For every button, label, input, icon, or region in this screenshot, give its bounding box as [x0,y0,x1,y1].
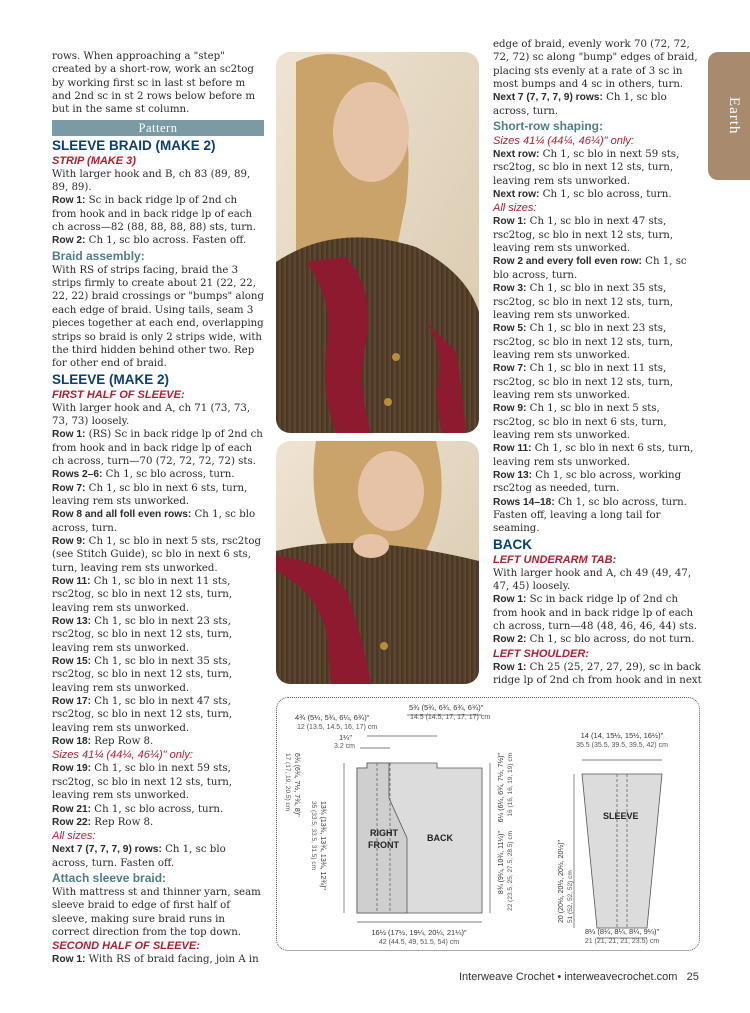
sleeve-rows [52,428,264,748]
row-text: Ch 1, sc blo in next 6 sts, turn, leaving rem sts unworked. [52,482,248,507]
col3-sizes-only: Sizes 41¼ (44¼, 46¼)" only: [493,135,634,148]
pattern-row [52,482,264,509]
label-sleeve: SLEEVE [603,811,639,821]
first-half-heading: FIRST HALF OF SLEEVE: [52,388,185,401]
dim-bottom-cm: 42 (44.5, 49, 51.5, 54) cm [378,939,460,946]
row-label: Row 15: [52,656,92,668]
row-text: Ch 1, sc blo in next 6 sts, turn, leaving rem sts unworked. [493,443,694,468]
section-tab [708,52,750,180]
row-21: Row 21: Ch 1, sc blo across, turn. [52,803,224,815]
pattern-row [493,215,703,255]
col3-next-row-2: Next row: Ch 1, sc blo across, turn. [493,189,672,201]
row-label: Row 11: [52,576,91,587]
row-label: Row 3: [493,283,527,295]
dim-right-2: 8¾ (9¼, 10¾, 11¼)" [498,831,505,895]
row-label: Row 9: [493,403,527,415]
row-text: Ch 1, sc blo in next 5 sts, rsc2tog, sc blo in next 6 sts, turn, leaving rem sts unworked. [493,403,667,441]
row-text: Ch 1, sc blo in next 47 sts, rsc2tog, sc blo in next 12 sts, turn, leaving rem sts unworked. [493,216,674,255]
photo-down-illustration [276,441,479,684]
row-1: Row 1: Sc in back ridge lp of 2nd ch from hook and in back ridge lp of each ch across—82 (88, 88, 88, 88) sts, turn. [52,195,256,234]
pattern-row [493,282,703,322]
dim-sleeve-len: 20 (20½, 20½, 20½, 20½)" [558,839,565,923]
row-label: Row 8 and all foll even rows: [52,509,192,521]
row-label: Row 1: [52,429,86,441]
back-row-1: Row 1: Sc in back ridge lp of 2nd ch from hook and in back ridge lp of each ch across, turn—48 (48, 46, 46, 44) sts. [493,594,697,633]
pattern-row [493,362,703,402]
row-label: Row 7: [52,482,86,494]
row-label: Rows 14–18: [493,496,555,508]
dim-bottom: 16½ (17½, 19¼, 20¼, 21¼)" [371,928,467,937]
row-text: Ch 1, sc blo across, working rsc2tog as needed, turn. [493,469,682,495]
second-half-row-1: Row 1: With RS of braid facing, join A in [52,954,259,966]
schematic-diagram [276,697,700,951]
dim-right-1-cm: 16 (16, 16, 19, 19) cm [507,753,514,817]
col3-all-sizes: All sizes: [493,202,537,215]
row-text: (RS) Sc in back ridge lp of 2nd ch from hook and in back ridge lp of each ch across, turn—70 (72, 72, 72, 72) sts. [52,429,263,467]
pattern-row [52,468,264,481]
row-label: Row 13: [493,469,533,481]
short-rows [493,215,703,535]
photo-profile-illustration [276,52,479,433]
col3-next-7-rows: Next 7 (7, 7, 7, 9) rows: Ch 1, sc blo across, turn. [493,92,667,117]
row-label: Row 17: [52,696,92,708]
page-number: 25 [686,971,699,983]
pattern-bar: Pattern [52,120,264,136]
row-text: Ch 1, sc blo in next 35 sts, rsc2tog, sc blo in next 12 sts, turn, leaving rem sts unworked. [52,656,233,694]
pattern-row [493,402,703,442]
pattern-row [52,615,264,655]
row-19: Row 19: Ch 1, sc blo in next 59 sts, rsc2tog, sc blo in next 12 sts, turn, leaving rem sts unworked. [52,763,233,802]
attach-braid-heading: Attach sleeve braid: [52,870,167,885]
pattern-row [52,535,264,575]
dim-left-2-cm: 35 (33.5, 33.5, 31.5) cm [310,801,317,871]
row-text: Ch 1, sc blo across, turn. [493,256,687,281]
row-label: Row 7: [493,363,527,375]
dim-top-mid: 5¾ (5¾, 6¾, 6¾, 6¾)" [409,703,484,712]
row-text: Ch 1, sc blo across, turn. [52,509,256,534]
right-column [493,38,703,687]
attach-braid-text: With mattress st and thinner yarn, seam sleeve braid to edge of first half of sleeve, making sure braid runs in correct direction from the top down. [52,886,261,938]
label-back: BACK [427,833,453,843]
next-7-rows: Next 7 (7, 7, 7, 9) rows: Ch 1, sc blo across, turn. Fasten off. [52,844,226,869]
dim-sleeve-top: 14 (14, 15½, 15½, 16½)" [580,731,664,740]
all-sizes-label: All sizes: [52,830,96,843]
left-shoulder-row-1: Row 1: Ch 25 (25, 27, 27, 29), sc in back ridge lp of 2nd ch from hook and in next [493,661,702,687]
intro-text: rows. When approaching a "step" created by a short-row, work an sc2tog by working first sc in last st before m and 2nd sc in st 2 rows below before m but in the same st column. [52,51,256,116]
row-22: Row 22: Rep Row 8. [52,816,154,828]
dim-left-1: 6¾ (6¾, 7½, 7¾, 8)" [293,753,300,817]
left-underarm-heading: LEFT UNDERARM TAB: [493,553,617,566]
row-text: Ch 1, sc blo in next 23 sts, rsc2tog, sc blo in next 12 sts, turn, leaving rem sts unworked. [52,616,233,654]
second-half-heading: SECOND HALF OF SLEEVE: [52,940,200,953]
label-right-front-2: FRONT [368,840,399,850]
dim-small: 1¼" [339,733,353,742]
strip-heading: STRIP (MAKE 3) [52,154,136,167]
row-label: Row 5: [493,323,527,335]
row-text: Ch 1, sc blo across, turn. [102,469,235,481]
first-half-text: With larger hook and A, ch 71 (73, 73, 73, 73) loosely. [52,402,251,427]
row-text: Rep Row 8. [91,736,154,748]
pattern-row [493,322,703,362]
pattern-row [52,508,264,535]
dim-sleeve-len-cm: 51 (52, 52, 52) cm [567,870,574,923]
row-label: Row 11: [493,443,532,455]
section-tab-label: Earth [726,97,742,135]
dim-sleeve-bottom-cm: 21 (21, 21, 21, 23.5) cm [584,938,660,945]
dim-right-1: 6¼ (6¼, 6¾, 7½, 7½)" [498,753,505,823]
back-row-2: Row 2: Ch 1, sc blo across, do not turn. [493,634,695,646]
pattern-row [493,496,703,536]
row-text: Ch 1, sc blo in next 23 sts, rsc2tog, sc blo in next 12 sts, turn, leaving rem sts unworked. [493,323,674,361]
pattern-row [52,695,264,735]
row-text: Ch 1, sc blo across, turn. Fasten off, leaving a long tail for seaming. [493,496,687,535]
sleeve-braid-heading: SLEEVE BRAID (MAKE 2) [52,137,216,153]
left-column [52,50,264,967]
pattern-row [52,575,264,615]
braid-assembly-text: With RS of strips facing, braid the 3 strips firmly to create about 21 (22, 22, 22, 22) braid crossings or "bumps" along each edge of braid. Using tails, seam 3 pieces together at each end, overlapping strips so braid is only 2 strips wide, with the third hidden behind other two. Rep for other end of braid. [52,264,264,370]
row-text: Ch 1, sc blo in next 11 sts, rsc2tog, sc blo in next 12 sts, turn, leaving rem sts unworked. [52,576,233,614]
row-text: Ch 1, sc blo in next 47 sts, rsc2tog, sc blo in next 12 sts, turn, leaving rem sts unworked. [52,696,233,734]
pattern-row [52,735,264,748]
col3-next-row: Next row: Ch 1, sc blo in next 59 sts, rsc2tog, sc blo in next 12 sts, turn, leaving rem sts unworked. [493,149,680,187]
dim-left-1-cm: 17 (17, 19, 20.5) cm [284,753,291,812]
pattern-row [493,469,703,496]
short-row-heading: Short-row shaping: [493,119,603,134]
sleeve-heading: SLEEVE (MAKE 2) [52,371,170,387]
dim-top-left-cm: 12 (13.5, 14.5, 16, 17) cm [297,724,378,731]
pattern-row [52,428,264,468]
row-label: Row 13: [52,616,92,628]
pattern-row [493,255,703,282]
row-text: Ch 1, sc blo in next 5 sts, rsc2tog (see Stitch Guide), sc blo in next 6 sts, turn, leaving rem sts unworked. [52,535,262,574]
dim-sleeve-bottom: 8¼ (8¼, 8¼, 8¼, 9¼)" [584,927,660,936]
row-label: Rows 2–6: [52,469,103,481]
row-label: Row 1: [493,216,527,228]
photo-woman-down [276,441,479,684]
dim-right-2-cm: 22 (23.5, 25, 27.5, 28.5) cm [507,831,514,911]
strip-text: With larger hook and B, ch 83 (89, 89, 89, 89). [52,168,251,194]
dim-top-left: 4¾ (5¼, 5¾, 6¼, 6¾)" [295,713,370,722]
photo-woman-profile [276,52,479,433]
row-text: Ch 1, sc blo in next 11 sts, rsc2tog, sc blo in next 12 sts, turn, leaving rem sts unworked. [493,363,674,401]
footer-text: Interweave Crochet • interweavecrochet.com [459,971,678,983]
pattern-row [52,655,264,695]
row-label: Row 2 and every foll even row: [493,256,642,268]
braid-assembly-heading: Braid assembly: [52,248,145,263]
row-text: Ch 1, sc blo in next 35 sts, rsc2tog, sc blo in next 12 sts, turn, leaving rem sts unworked. [493,283,674,321]
dim-top-mid-cm: 14.5 (14.5, 17, 17, 17) cm [410,714,491,721]
col3-intro: edge of braid, evenly work 70 (72, 72, 72, 72) sc along "bump" edges of braid, placing sts evenly at a rate of 3 sc in most bumps and 4 sc in others, turn. [493,39,698,91]
row-label: Row 9: [52,535,86,547]
left-shoulder-heading: LEFT SHOULDER: [493,647,589,660]
row-2: Row 2: Ch 1, sc blo across. Fasten off. [52,235,247,247]
sizes-only-label: Sizes 41¼ (44¼, 46¼)" only: [52,749,193,762]
dim-left-2: 13¾ (13¾, 13¾, 13¾, 12¾)" [319,801,326,890]
label-right-front-1: RIGHT [370,828,398,838]
dim-sleeve-top-cm: 35.5 (35.5, 39.5, 39.5, 42) cm [576,742,668,749]
page-footer [459,971,699,983]
back-heading: BACK [493,536,532,552]
dim-small-cm: 3.2 cm [334,743,356,750]
row-label: Row 18: [52,736,92,748]
pattern-row [493,442,703,469]
left-underarm-text: With larger hook and A, ch 49 (49, 47, 47, 45) loosely. [493,567,692,593]
